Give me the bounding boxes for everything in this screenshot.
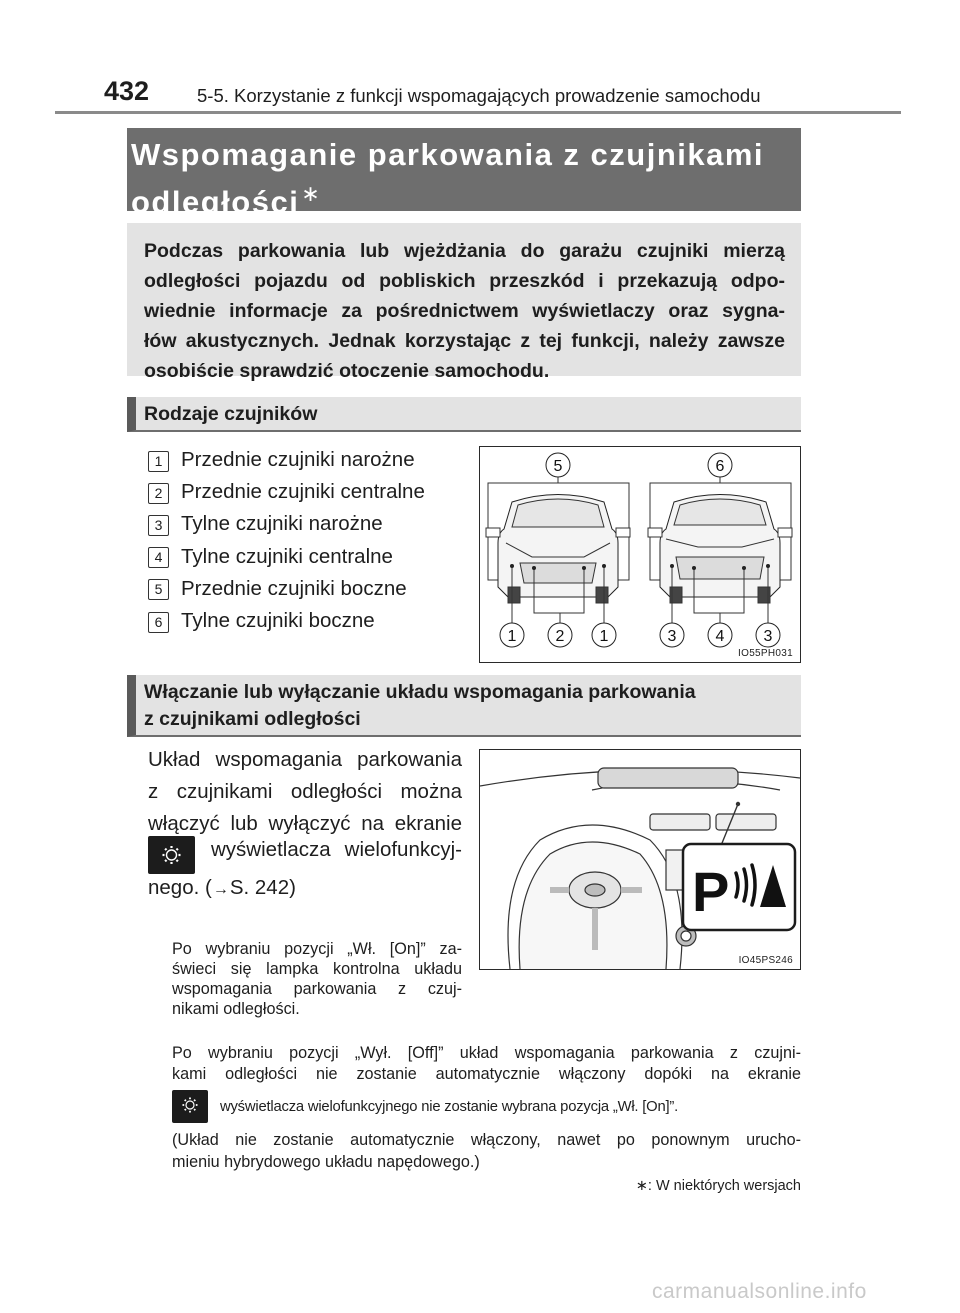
figure-code: IO45PS246 — [738, 955, 793, 966]
callout-label: 2 — [555, 628, 565, 645]
page-title — [127, 128, 801, 220]
note-restart — [172, 1130, 801, 1173]
intro-line: odległości pojazdu od pobliskich przeszkód i przekazują odpo- — [144, 270, 785, 292]
note-off — [172, 1043, 801, 1065]
settings-icon — [148, 836, 195, 874]
sensor-wave-icon — [736, 873, 738, 897]
version-asterisk: ∗ — [301, 181, 322, 206]
list-item — [148, 508, 425, 540]
callout-label: 5 — [553, 458, 563, 475]
page-reference: S. 242) — [229, 876, 296, 899]
section-heading-line: z czujnikami odległości — [144, 708, 361, 730]
section-heading-enable-disable — [127, 675, 801, 737]
number-badge: 4 — [148, 547, 169, 568]
page-title-line2: odległości — [131, 184, 300, 220]
list-item — [148, 605, 425, 637]
note-line: mieniu hybrydowego układu napędowego.) — [172, 1152, 480, 1171]
list-item-label: Tylne czujniki narożne — [181, 512, 383, 536]
sensor-list — [148, 444, 425, 637]
arrow-right-icon: → — [212, 881, 229, 898]
settings-icon — [172, 1090, 208, 1123]
note-on — [172, 939, 462, 1019]
paragraph-line: wyświetlacza wielofunkcyj- — [211, 838, 462, 861]
intro-line: łów akustycznych. Jednak korzystając z tej funkcji, należy zawsze — [144, 330, 785, 352]
paragraph-line-end — [148, 876, 296, 900]
note-line: Po wybraniu pozycji „Wył. [Off]” układ wspomagania parkowania z czujni- — [172, 1044, 801, 1062]
settings-icon-line-small — [172, 1090, 801, 1128]
intro-line: osobiście sprawdzić otoczenie samochodu. — [144, 360, 550, 382]
number-badge: 2 — [148, 483, 169, 504]
note-line: świeci się lampka kontrolna układu — [172, 960, 462, 978]
callout-label: 1 — [599, 628, 609, 645]
list-item — [148, 444, 425, 476]
parking-indicator-letter: P — [692, 860, 730, 923]
list-item-label: Tylne czujniki boczne — [181, 609, 375, 633]
list-item — [148, 541, 425, 573]
list-item-label: Przednie czujniki boczne — [181, 576, 407, 600]
dashboard-indicator-figure — [479, 749, 801, 970]
note-off-cont — [172, 1064, 801, 1086]
page-title-line1: Wspomaganie parkowania z czujnikami — [131, 137, 765, 172]
callout-label: 6 — [715, 458, 725, 475]
dashboard-illustration — [480, 750, 800, 969]
section-heading-sensor-types: Rodzaje czujników — [127, 397, 801, 432]
watermark: carmanualsonline.info — [652, 1280, 867, 1303]
note-line: nikami odległości. — [172, 1000, 300, 1018]
paragraph-line: Układ wspomagania parkowania — [148, 748, 462, 771]
number-badge: 6 — [148, 612, 169, 633]
paragraph-fragment: nego. ( — [148, 876, 212, 899]
sensor-location-figure — [479, 446, 801, 663]
intro-line: Podczas parkowania lub wjeżdżania do garażu czujniki mierzą — [144, 240, 785, 262]
section-heading-line: Włączanie lub wyłączanie układu wspomagania parkowania — [144, 681, 696, 703]
page-number: 432 — [104, 76, 150, 106]
note-line: kami odległości nie zostanie automatycznie włączony dopóki na ekranie — [172, 1065, 801, 1083]
callout-label: 3 — [763, 628, 773, 645]
header-rule — [55, 111, 901, 114]
footnote: ∗: W niektórych wersjach — [635, 1178, 801, 1194]
intro-box — [127, 223, 801, 382]
intro-line: wiednie informacje za pośrednictwem wyświetlaczy oraz sygna- — [144, 300, 785, 322]
list-item-label: Przednie czujniki narożne — [181, 448, 415, 472]
list-item — [148, 573, 425, 605]
figure-code: IO55PH031 — [738, 648, 793, 659]
list-item-label: Tylne czujniki centralne — [181, 544, 393, 568]
list-item — [148, 476, 425, 508]
number-badge: 5 — [148, 579, 169, 600]
paragraph-line: włączyć lub wyłączyć na ekranie — [148, 812, 462, 835]
running-head: 5-5. Korzystanie z funkcji wspomagających prowadzenie samochodu — [197, 85, 761, 106]
callout-label: 3 — [667, 628, 677, 645]
note-line: wyświetlacza wielofunkcyjnego nie zostanie wybrana pozycja „Wł. [On]”. — [220, 1099, 679, 1115]
number-badge: 1 — [148, 451, 169, 472]
callout-label: 1 — [507, 628, 517, 645]
number-badge: 3 — [148, 515, 169, 536]
note-line: Po wybraniu pozycji „Wł. [On]” za- — [172, 940, 462, 958]
enable-paragraph — [148, 744, 462, 840]
list-item-label: Przednie czujniki centralne — [181, 480, 425, 504]
note-line: wspomagania parkowania z czuj- — [172, 980, 462, 998]
paragraph-line: z czujnikami odległości można — [148, 780, 462, 803]
callout-label: 4 — [715, 628, 725, 645]
car-sensors-illustration — [480, 447, 800, 662]
settings-icon-line — [148, 836, 462, 868]
note-line: (Układ nie zostanie automatycznie włączony, nawet po ponownym urucho- — [172, 1131, 801, 1149]
